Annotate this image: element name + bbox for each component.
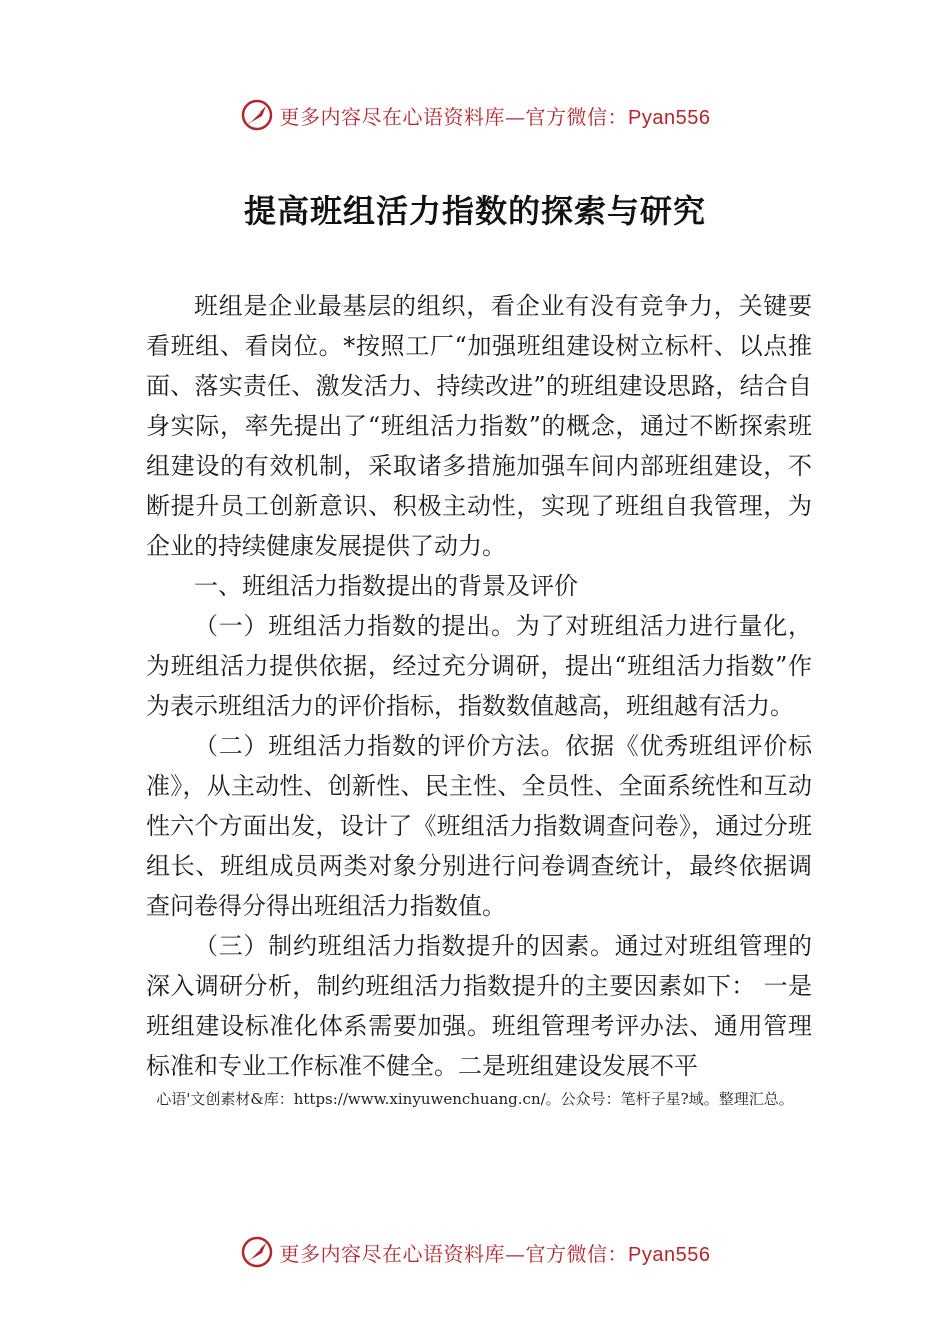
document-title: 提高班组活力指数的探索与研究 [243,192,706,230]
section-heading-1: 一、班组活力指数提出的背景及评价 [194,572,578,600]
quill-logo-icon [240,1235,274,1269]
banner-wechat-id: Pyan556 [628,1243,711,1266]
paragraph-intro: 班组是企业最基层的组织，看企业有没有竞争力，关键要看班组、看岗位。*按照工厂“加强班组建设树立标杆、以点推面、落实责任、激发活力、持续改进”的班组建设思路，结合自身实际，率先提出了“班组活力指数”的概念，通过不断探索班组建设的有效机制，采取诸多措施加强车间内部班组建设，不断提升员工创新意识、积极主动性，实现了班组自我管理，为企业的持续健康发展提供了动力。 [146,292,812,560]
banner-text: 更多内容尽在心语资料库—官方微信：Pyan556 [279,1241,711,1266]
footer-banner [0,1232,950,1272]
paragraph-1-1: （一）班组活力指数的提出。为了对班组活力进行量化，为班组活力提供依据，经过充分调研，提出“班组活力指数”作为表示班组活力的评价指标，指数数值越高，班组越有活力。 [146,612,812,720]
footer-source-note: 心语'文创素材&库：https://www.xinyuwenchuang.cn/。公众号：笔杆子星?域。整理汇总。 [156,1090,794,1108]
quill-logo-icon [240,98,274,132]
paragraph-1-3: （三）制约班组活力指数提升的因素。通过对班组管理的深入调研分析，制约班组活力指数提升的主要因素如下： 一是班组建设标准化体系需要加强。班组管理考评办法、通用管理标准和专业工作标准不健全。二是班组建设发展不平 [146,932,812,1080]
banner-text: 更多内容尽在心语资料库—官方微信：Pyan556 [279,104,711,129]
header-banner [0,95,950,135]
paragraph-1-2: （二）班组活力指数的评价方法。依据《优秀班组评价标准》，从主动性、创新性、民主性、全员性、全面系统性和互动性六个方面出发，设计了《班组活力指数调查问卷》，通过分班组长、班组成员两类对象分别进行问卷调查统计，最终依据调查问卷得分得出班组活力指数值。 [146,732,812,920]
document-body [146,286,812,1086]
banner-wechat-id: Pyan556 [628,106,711,129]
